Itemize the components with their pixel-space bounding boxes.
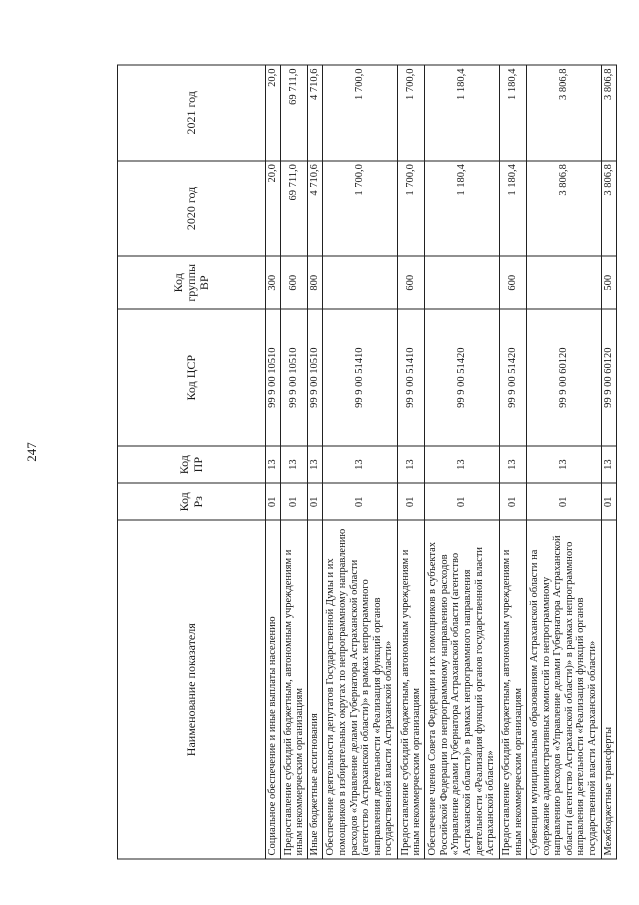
cell-csr: 99 9 00 10510 xyxy=(266,309,281,446)
table-row xyxy=(425,65,500,859)
cell-name: Иные бюджетные ассигнования xyxy=(308,520,323,859)
table-row xyxy=(323,65,398,859)
cell-vr xyxy=(527,256,602,309)
cell-2021: 1 180,4 xyxy=(499,65,526,161)
cell-csr: 99 9 00 51410 xyxy=(323,309,398,446)
cell-name: Обеспечение членов Совета Федерации и их помощников в субъектах Российской Федерации по непрограммному направлению расходов «Управление делами Губернатора Астраханской области (агентство Астраханской области)» в рамках непрограммного направления деятельности «Реализация функций органов государственной власти Астраханской области» xyxy=(425,520,500,859)
cell-2020: 1 180,4 xyxy=(499,161,526,257)
header-2021: 2021 год xyxy=(118,65,266,161)
cell-2020: 69 711,0 xyxy=(281,161,308,257)
cell-2020: 1 700,0 xyxy=(398,161,425,257)
cell-2021: 69 711,0 xyxy=(281,65,308,161)
header-csr: Код ЦСР xyxy=(118,309,266,446)
cell-pr: 13 xyxy=(398,446,425,483)
header-name: Наименование показателя xyxy=(118,520,266,859)
cell-csr: 99 9 00 60120 xyxy=(527,309,602,446)
cell-rz: 01 xyxy=(499,483,526,520)
table-row xyxy=(527,65,602,859)
cell-csr: 99 9 00 10510 xyxy=(308,309,323,446)
cell-rz: 01 xyxy=(266,483,281,520)
cell-csr: 99 9 00 51410 xyxy=(398,309,425,446)
table-row xyxy=(499,65,526,859)
cell-2021: 1 700,0 xyxy=(398,65,425,161)
cell-vr: 600 xyxy=(499,256,526,309)
cell-csr: 99 9 00 51420 xyxy=(425,309,500,446)
cell-2020: 1 700,0 xyxy=(323,161,398,257)
cell-2021: 4 710,6 xyxy=(308,65,323,161)
table-row xyxy=(281,65,308,859)
cell-vr xyxy=(425,256,500,309)
cell-pr: 13 xyxy=(425,446,500,483)
page-number: 247 xyxy=(24,442,39,462)
table-body xyxy=(266,65,617,859)
cell-name: Субвенции муниципальным образованиям Астраханской области на содержание административных комиссий по непрограммному направлению расходов «Управление делами Губернатора Астраханской области (агентство Астраханской области)» в рамках непрограммного направления деятельности «Реализация функций органов государственной власти Астраханской области» xyxy=(527,520,602,859)
table-row xyxy=(308,65,323,859)
cell-rz: 01 xyxy=(601,483,616,520)
cell-rz: 01 xyxy=(527,483,602,520)
header-2020: 2020 год xyxy=(118,161,266,257)
cell-2020: 3 806,8 xyxy=(601,161,616,257)
cell-vr: 600 xyxy=(398,256,425,309)
table-row xyxy=(601,65,616,859)
cell-csr: 99 9 00 60120 xyxy=(601,309,616,446)
cell-2020: 4 710,6 xyxy=(308,161,323,257)
cell-name: Предоставление субсидий бюджетным, автономным учреждениям и иным некоммерческим организациям xyxy=(499,520,526,859)
cell-pr: 13 xyxy=(499,446,526,483)
table-row xyxy=(266,65,281,859)
cell-pr: 13 xyxy=(281,446,308,483)
cell-pr: 13 xyxy=(266,446,281,483)
cell-pr: 13 xyxy=(527,446,602,483)
header-pr: Код ПР xyxy=(118,446,266,483)
cell-csr: 99 9 00 51420 xyxy=(499,309,526,446)
cell-csr: 99 9 00 10510 xyxy=(281,309,308,446)
cell-vr: 800 xyxy=(308,256,323,309)
cell-2021: 3 806,8 xyxy=(601,65,616,161)
cell-name: Предоставление субсидий бюджетным, автономным учреждениям и иным некоммерческим организациям xyxy=(398,520,425,859)
cell-2021: 3 806,8 xyxy=(527,65,602,161)
table-row xyxy=(398,65,425,859)
cell-2020: 3 806,8 xyxy=(527,161,602,257)
header-vr: Код группы ВР xyxy=(118,256,266,309)
cell-2020: 1 180,4 xyxy=(425,161,500,257)
cell-name: Обеспечение деятельности депутатов Государственной Думы и их помощников в избирательных округах по непрограммному направлению расходов «Управление делами Губернатора Астраханской области (агентство Астраханской области)» в рамках непрограммного направления деятельности «Реализация функций органов государственной власти Астраханской области» xyxy=(323,520,398,859)
budget-table xyxy=(117,65,617,860)
table-header-row xyxy=(118,65,266,859)
cell-2020: 20,0 xyxy=(266,161,281,257)
cell-rz: 01 xyxy=(323,483,398,520)
cell-vr: 500 xyxy=(601,256,616,309)
cell-2021: 20,0 xyxy=(266,65,281,161)
cell-pr: 13 xyxy=(601,446,616,483)
cell-pr: 13 xyxy=(323,446,398,483)
cell-vr: 600 xyxy=(281,256,308,309)
cell-name: Межбюджетные трансферты xyxy=(601,520,616,859)
cell-rz: 01 xyxy=(308,483,323,520)
cell-vr xyxy=(323,256,398,309)
cell-rz: 01 xyxy=(281,483,308,520)
cell-2021: 1 180,4 xyxy=(425,65,500,161)
cell-name: Предоставление субсидий бюджетным, автономным учреждениям и иным некоммерческим организациям xyxy=(281,520,308,859)
header-rz: Код Рз xyxy=(118,483,266,520)
cell-name: Социальное обеспечение и иные выплаты населению xyxy=(266,520,281,859)
cell-pr: 13 xyxy=(308,446,323,483)
cell-2021: 1 700,0 xyxy=(323,65,398,161)
budget-table-container xyxy=(117,65,617,860)
cell-rz: 01 xyxy=(398,483,425,520)
cell-vr: 300 xyxy=(266,256,281,309)
cell-rz: 01 xyxy=(425,483,500,520)
